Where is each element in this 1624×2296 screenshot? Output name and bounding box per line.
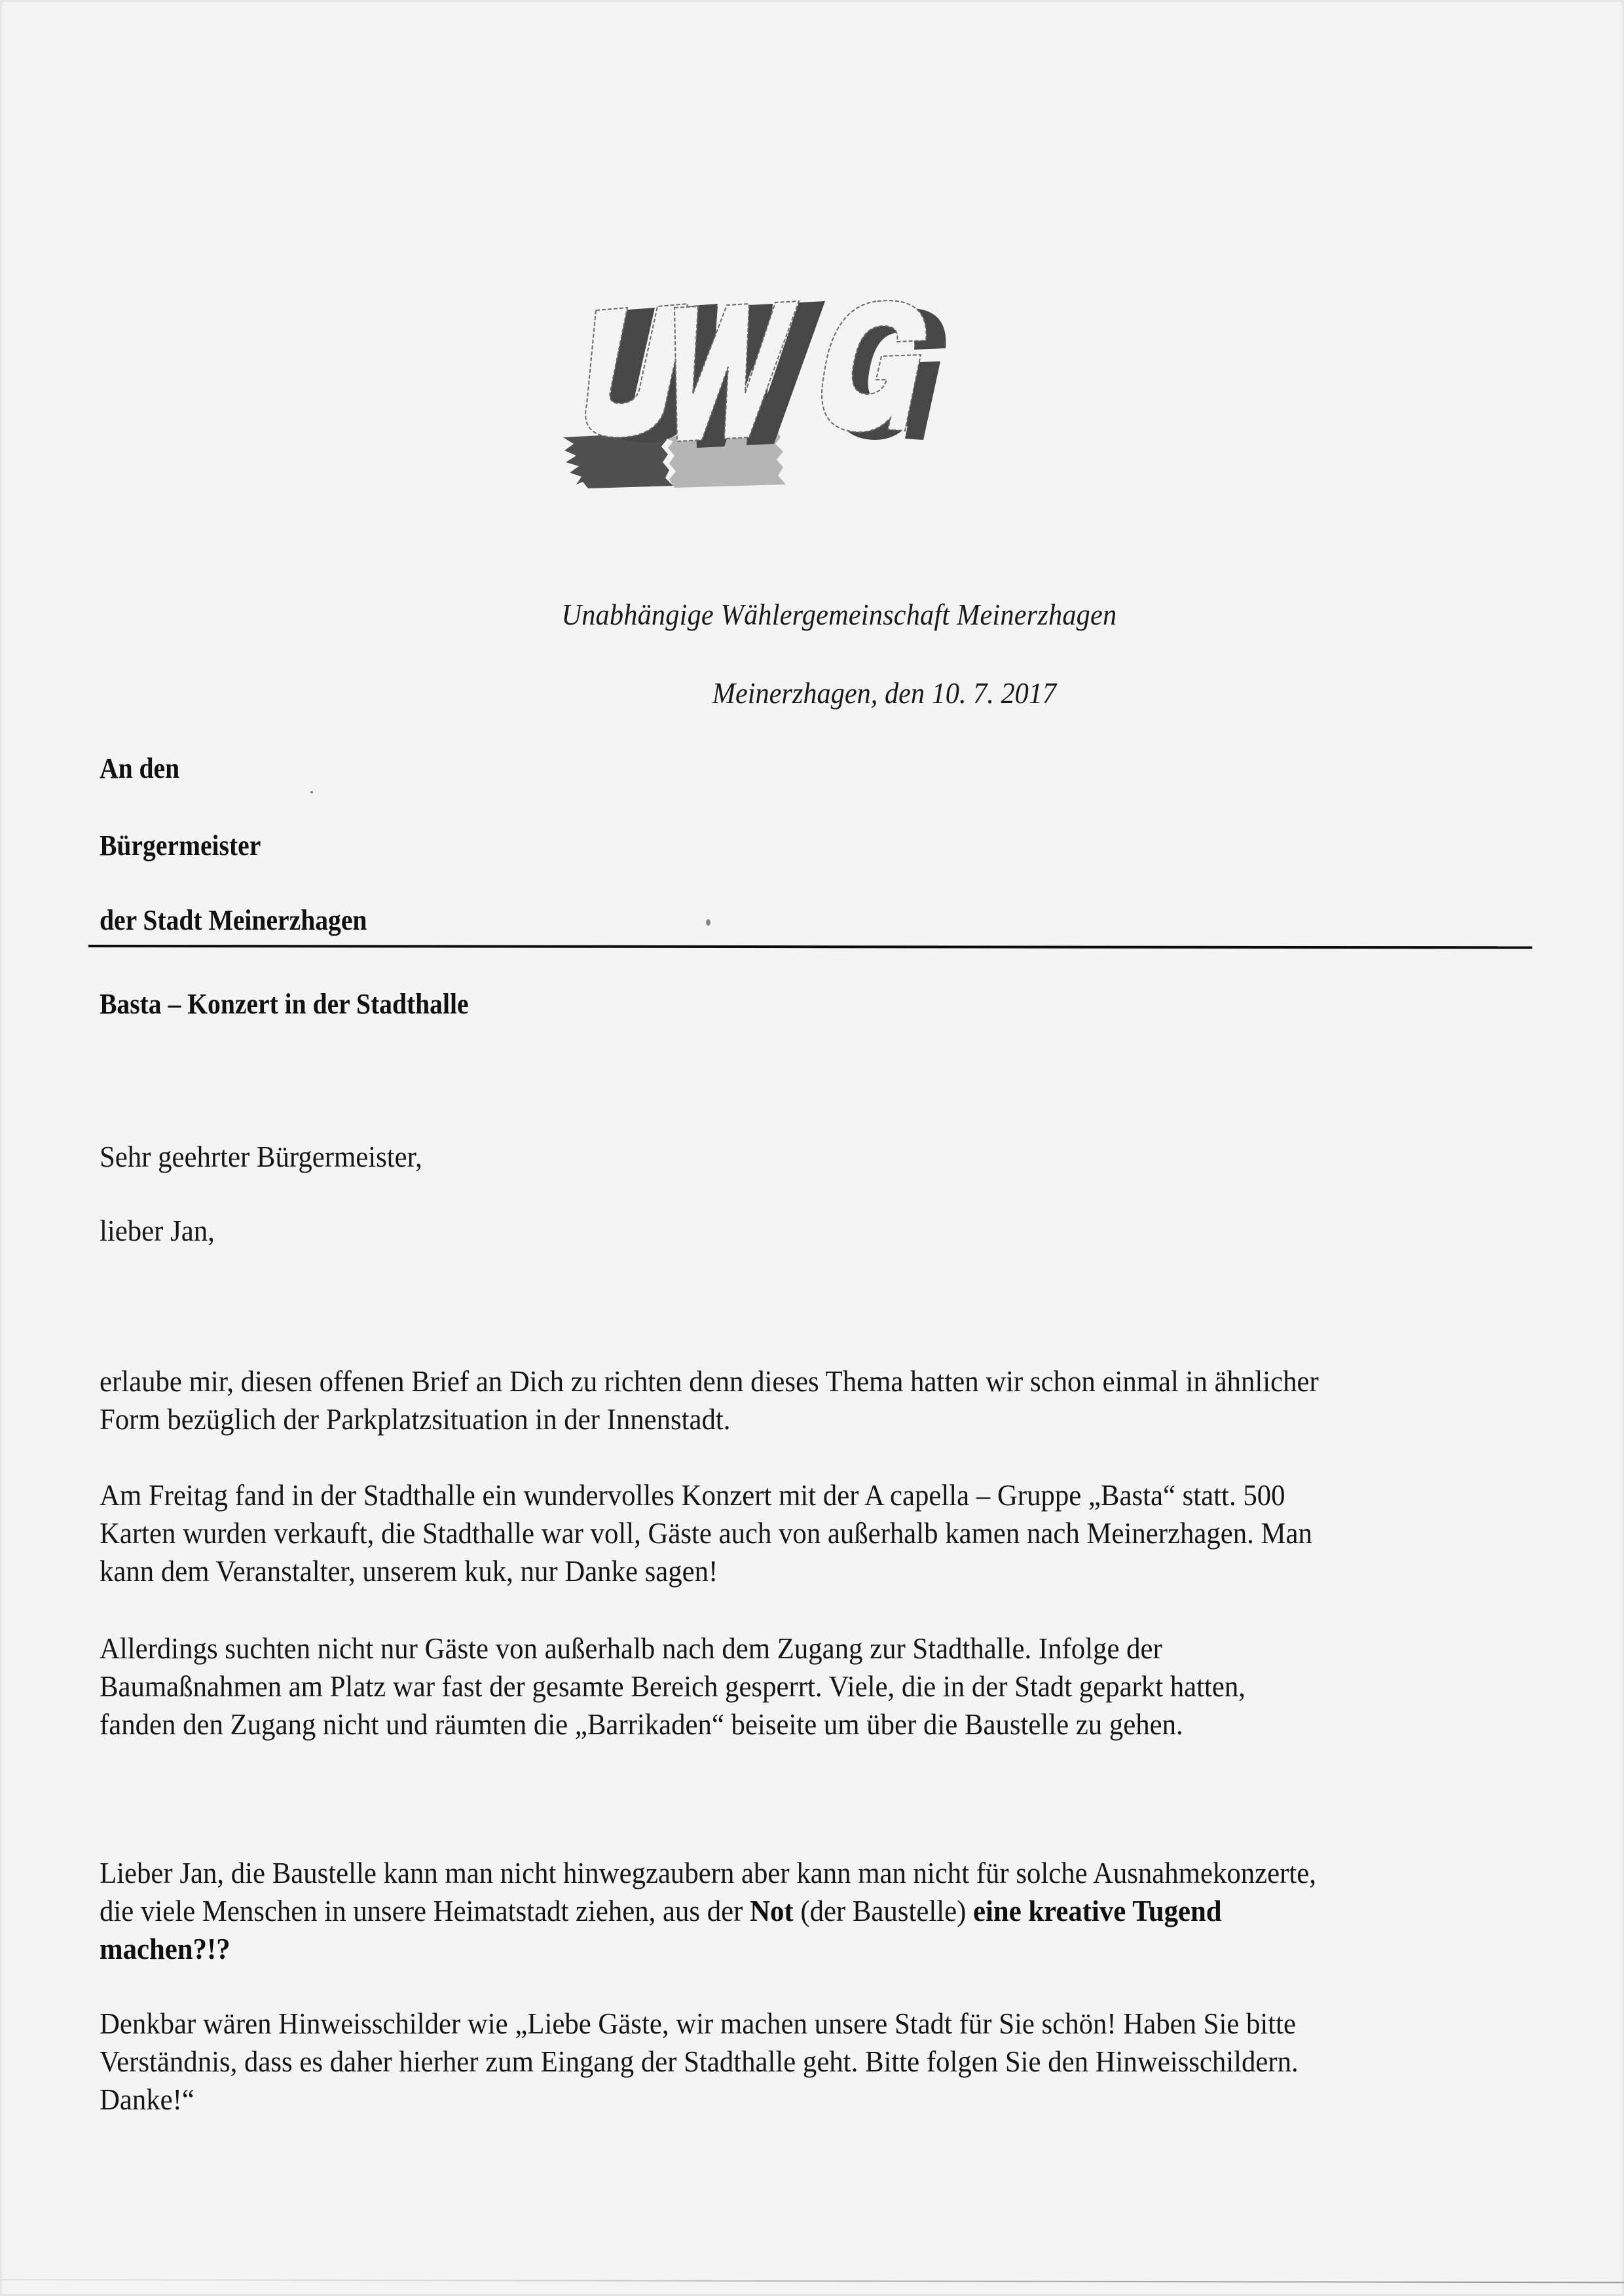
salutation-line-1: Sehr geehrter Bürgermeister, [100,1140,422,1173]
bold-text-machen: machen?!? [100,1932,231,1965]
address-divider-rule [88,945,1532,949]
paragraph-line: Allerdings suchten nicht nur Gäste von außerhalb nach dem Zugang zur Stadthalle. Infolge der [100,1631,1162,1665]
paragraph-line: Karten wurden verkauft, die Stadthalle war voll, Gäste auch von außerhalb kamen nach Meinerzhagen. Man [100,1516,1312,1550]
paragraph-line [100,1930,1470,1968]
body-paragraph-1 [100,1362,1470,1438]
paragraph-line: Form bezüglich der Parkplatzsituation in der Innenstadt. [100,1402,731,1436]
uwg-logo [550,268,1028,491]
recipient-line-2: Bürgermeister [100,829,261,862]
place-and-date: Meinerzhagen, den 10. 7. 2017 [712,676,1057,710]
paragraph-line: Am Freitag fand in der Stadthalle ein wundervolles Konzert mit der A capella – Gruppe „Basta“ statt. 500 [100,1478,1285,1512]
paragraph-line: Danke!“ [100,2083,194,2116]
scan-speck [310,791,313,793]
uwg-logo-icon [550,268,1028,491]
body-paragraph-4 [100,1854,1470,1968]
paragraph-line: erlaube mir, diesen offenen Brief an Dich zu richten denn dieses Thema hatten wir schon einmal in ähnlicher [100,1364,1319,1398]
paragraph-line: fanden den Zugang nicht und räumten die „Barrikaden“ beiseite um über die Baustelle zu gehen. [100,1707,1183,1741]
text-run: (der Baustelle) [793,1894,974,1927]
recipient-line-3: der Stadt Meinerzhagen [100,904,367,936]
paragraph-line [100,1892,1470,1930]
body-paragraph-2 [100,1476,1470,1590]
paragraph-line: Denkbar wären Hinweisschilder wie „Liebe Gäste, wir machen unsere Stadt für Sie schön! Haben Sie bitte [100,2007,1297,2040]
bold-text-not: Not [750,1894,794,1927]
paragraph-line: Lieber Jan, die Baustelle kann man nicht hinwegzaubern aber kann man nicht für solche Ausnahmekonzerte, [100,1856,1316,1889]
body-paragraph-3 [100,1630,1470,1743]
paragraph-line: kann dem Veranstalter, unserem kuk, nur Danke sagen! [100,1554,718,1588]
scan-speck [706,919,710,926]
scan-bottom-edge [0,2279,1624,2283]
organization-name: Unabhängige Wählergemeinschaft Meinerzhagen [561,598,1117,631]
body-paragraph-5 [100,2005,1470,2119]
salutation-line-2: lieber Jan, [100,1214,215,1247]
text-run: die viele Menschen in unsere Heimatstadt ziehen, aus der [100,1894,750,1927]
paragraph-line: Verständnis, dass es daher hierher zum Eingang der Stadthalle geht. Bitte folgen Sie den Hinweisschildern. [100,2045,1299,2078]
letter-subject: Basta – Konzert in der Stadthalle [100,988,469,1020]
bold-text-kreative-tugend: eine kreative Tugend [973,1894,1222,1927]
paragraph-line: Baumaßnahmen am Platz war fast der gesamte Bereich gesperrt. Viele, die in der Stadt geparkt hatten, [100,1669,1246,1703]
recipient-line-1: An den [100,752,180,784]
